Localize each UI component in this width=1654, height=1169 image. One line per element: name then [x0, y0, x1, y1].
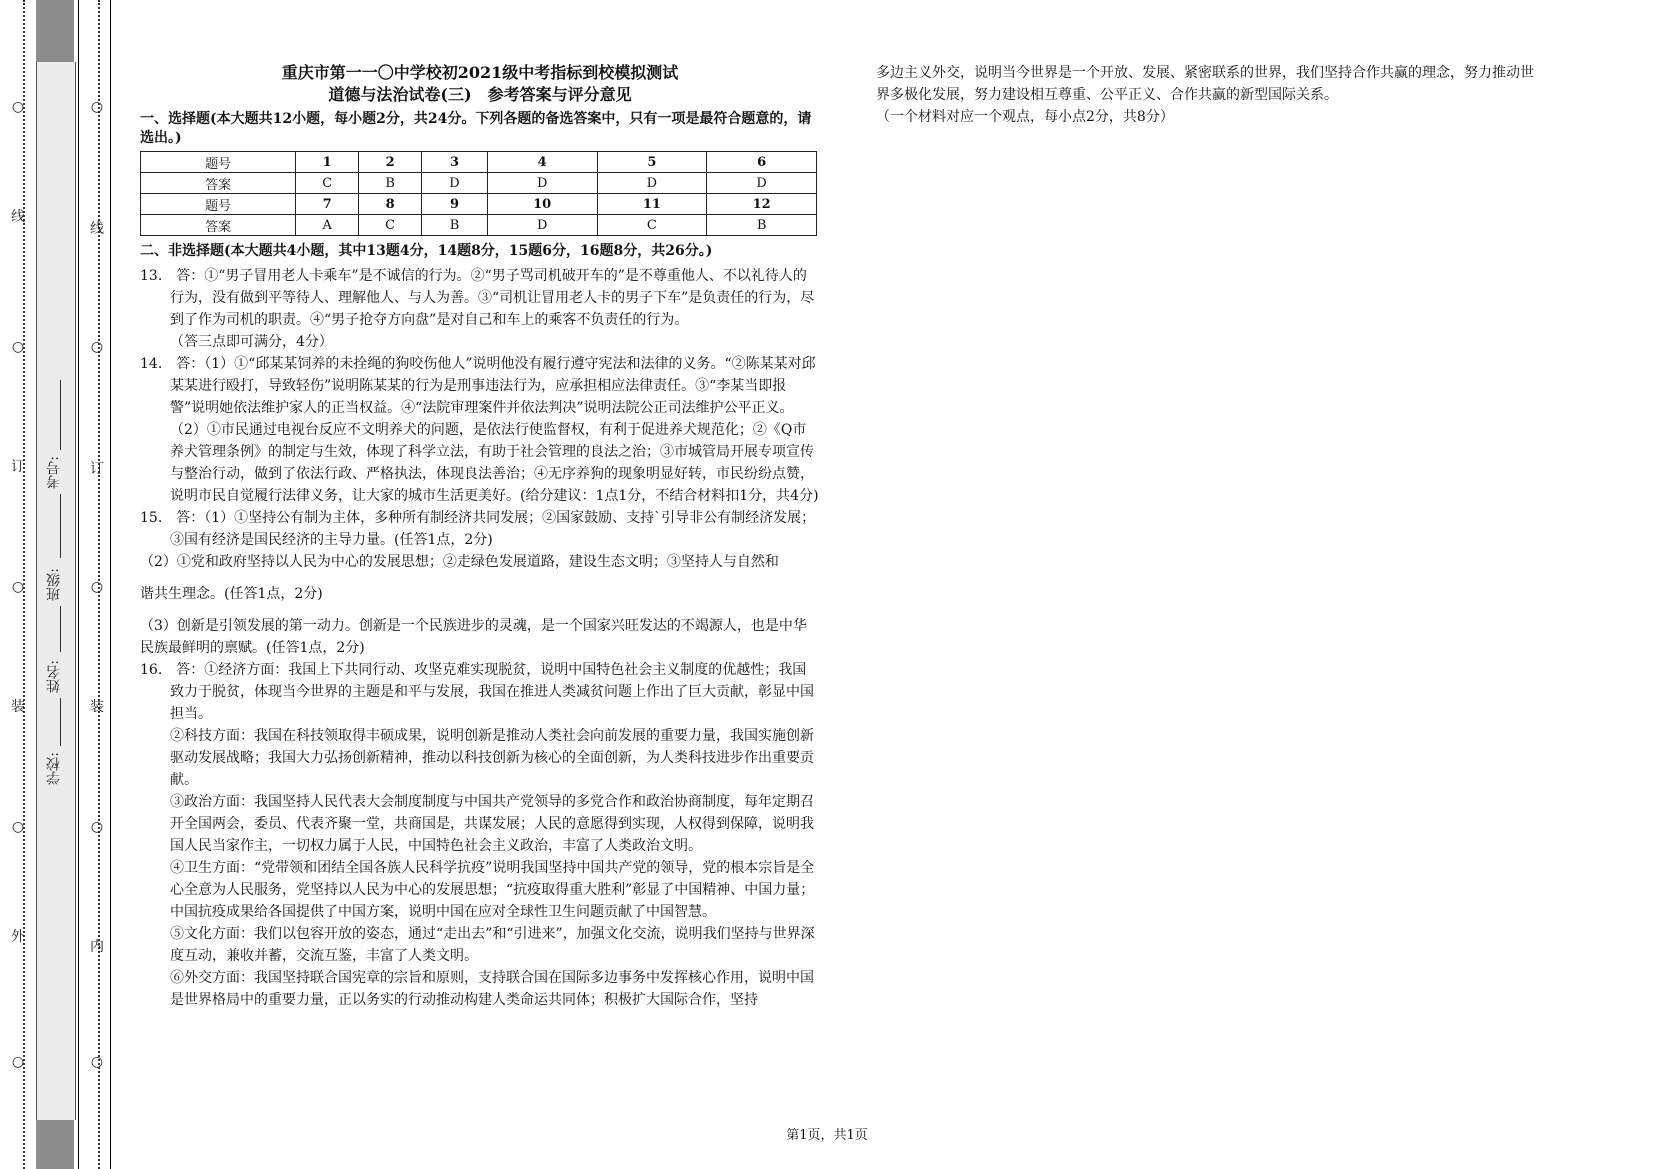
section1-heading: 一、选择题(本大题共12小题，每小题2分，共24分。下列各题的备选答案中，只有一项是最符合题意的，请选出。) [140, 111, 812, 146]
binding-circle: ○ [90, 1054, 104, 1070]
exam-number-label: 考号: [46, 456, 62, 489]
binding-char-ding: 订 [11, 459, 25, 475]
name-field[interactable] [46, 660, 66, 693]
q15-part2-cont: 谐共生理念。(任答1点，2分) [140, 586, 323, 602]
table-row [141, 152, 817, 173]
question-number: 7 [296, 194, 359, 215]
q16-score: （一个材料对应一个观点，每小点2分，共8分） [876, 109, 1174, 125]
question-number: 1 [296, 152, 359, 173]
answer-cell: D [707, 173, 817, 194]
class-label: 班级: [46, 568, 62, 601]
row-label: 答案 [141, 215, 296, 236]
binding-circle: ○ [11, 99, 25, 115]
binding-circle: ○ [90, 99, 104, 115]
answer-cell: D [487, 173, 597, 194]
class-underline [60, 494, 61, 558]
right-column [876, 62, 1536, 128]
exam-number-underline [60, 380, 61, 450]
answer-cell: D [597, 173, 707, 194]
left-column [140, 62, 820, 1011]
question-number: 6 [707, 152, 817, 173]
school-label: 学校: [46, 752, 62, 785]
inner-solid-line [78, 0, 79, 1169]
outer-binding-strip [7, 0, 29, 1169]
table-row [141, 194, 817, 215]
answer-cell: C [597, 215, 707, 236]
binding-circle: ○ [11, 1054, 25, 1070]
answer-cell: C [296, 173, 359, 194]
binding-circle: ○ [90, 339, 104, 355]
answer-cell: B [422, 215, 488, 236]
school-field[interactable] [46, 752, 66, 785]
answer-cell: B [707, 215, 817, 236]
section2-heading: 二、非选择题(本大题共4小题，其中13题4分，14题8分，15题6分，16题8分，共26分。) [140, 243, 713, 259]
inner-binding-strip [86, 0, 108, 1169]
binding-char-wai: 外 [11, 929, 25, 945]
name-label: 姓名: [46, 660, 62, 693]
answer-cell: B [359, 173, 422, 194]
table-row [141, 215, 817, 236]
question-number: 11 [597, 194, 707, 215]
q14-part2: （2）①市民通过电视台反应不文明养犬的问题，是依法行使监督权，有利于促进养犬规范化；②《Q市养犬管理条例》的制定与生效，体现了科学立法，有助于社会管理的良法之治；③市城管局开展专项宣传与整治行动，做到了依法行政、严格执法，体现良法善治；④无序养狗的现象明显好转，市民纷纷点赞，说明市民自觉履行法律义务，让大家的城市生活更美好。(给分建议：1点1分，不结合材料扣1分，共4分) [170, 422, 819, 504]
exam-number-field[interactable] [46, 456, 66, 489]
q15-part3: （3）创新是引领发展的第一动力。创新是一个民族进步的灵魂，是一个国家兴旺发达的不竭源人，也是中华民族最鲜明的禀赋。(任答1点，2分) [140, 618, 807, 656]
page-subtitle: 道德与法治试卷(三) 参考答案与评分意见 [328, 85, 632, 104]
name-underline [60, 606, 61, 652]
question-number: 3 [422, 152, 488, 173]
question-number: 2 [359, 152, 422, 173]
answer-cell: A [296, 215, 359, 236]
q16-diplomacy: ⑥外交方面：我国坚持联合国宪章的宗旨和原则，支持联合国在国际多边事务中发挥核心作用，说明中国是世界格局中的重要力量，正以务实的行动推动构建人类命运共同体；积极扩大国际合作，坚持 [170, 970, 814, 1008]
answer-cell: D [422, 173, 488, 194]
inner-edge-line [110, 0, 111, 1169]
question-number: 10 [487, 194, 597, 215]
table-row [141, 173, 817, 194]
q15-part1: 15. 答：（1）①坚持公有制为主体，多种所有制经济共同发展；②国家鼓励、支持`引导非公有制经济发展；③国有经济是国民经济的主导力量。(任答1点，2分) [140, 510, 816, 548]
q16-technology: ②科技方面：我国在科技领取得丰硕成果，说明创新是推动人类社会向前发展的重要力量，我国实施创新驱动发展战略；我国大力弘扬创新精神，推动以科技创新为核心的全面创新，为人类科技进步作出重要贡献。 [170, 728, 814, 788]
school-underline [60, 698, 61, 746]
binding-circle: ○ [90, 819, 104, 835]
page-title: 重庆市第一一〇中学校初2021级中考指标到校模拟测试 [281, 63, 679, 82]
row-label: 题号 [141, 194, 296, 215]
binding-circle: ○ [11, 579, 25, 595]
binding-char-zhuang: 装 [90, 699, 104, 715]
question-number: 9 [422, 194, 488, 215]
question-number: 12 [707, 194, 817, 215]
binding-band-top [36, 0, 74, 62]
binding-circle: ○ [90, 579, 104, 595]
binding-circle: ○ [11, 819, 25, 835]
row-label: 答案 [141, 173, 296, 194]
q16-politics: ③政治方面：我国坚持人民代表大会制度制度与中国共产党领导的多党合作和政治协商制度，每年定期召开全国两会，委员、代表齐聚一堂，共商国是，共谋发展；人民的意愿得到实现，人权得到保障，说明我国人民当家作主，一切权力属于人民，中国特色社会主义政治，丰富了人类政治文明。 [170, 794, 814, 854]
answer-table [140, 151, 817, 236]
binding-char-ding: 订 [90, 461, 104, 477]
q13-score: （答三点即可满分，4分） [170, 334, 333, 350]
class-field[interactable] [46, 568, 66, 601]
binding-char-nei: 内 [90, 939, 104, 955]
binding-char-zhuang: 装 [11, 699, 25, 715]
q16-economy: 16. 答：①经济方面：我国上下共同行动、攻坚克难实现脱贫，说明中国特色社会主义制度的优越性；我国致力于脱贫，体现当今世界的主题是和平与发展，我国在推进人类减贫问题上作出了巨大贡献，彰显中国担当。 [140, 662, 814, 722]
question-number: 4 [487, 152, 597, 173]
binding-circle: ○ [11, 339, 25, 355]
binding-char-xian: 线 [11, 209, 25, 225]
q16-health: ④卫生方面：“党带领和团结全国各族人民科学抗疫”说明我国坚持中国共产党的领导，党的根本宗旨是全心全意为人民服务，党坚持以人民为中心的发展思想；“抗疫取得重大胜利”彰显了中国精神、中国力量；中国抗疫成果给各国提供了中国方案，说明中国在应对全球性卫生问题贡献了中国智慧。 [170, 860, 815, 920]
binding-char-xian: 线 [90, 221, 104, 237]
question-number: 5 [597, 152, 707, 173]
q16-culture: ⑤文化方面：我们以包容开放的姿态，通过“走出去”和“引进来”，加强文化交流，说明我们坚持与世界深度互动，兼收并蓄，交流互鉴，丰富了人类文明。 [170, 926, 815, 964]
page-footer: 第1页，共1页 [786, 1128, 868, 1143]
answer-cell: C [359, 215, 422, 236]
answer-cell: D [487, 215, 597, 236]
q13-answer: 13. 答：①“男子冒用老人卡乘车”是不诚信的行为。②“男子骂司机破开车的”是不尊重他人、不以礼待人的行为，没有做到平等待人、理解他人、与人为善。③“司机让冒用老人卡的男子下车”是负责任的行为，尽到了作为司机的职责。④“男子抢夺方向盘”是对自己和车上的乘客不负责任的行为。 [140, 268, 815, 328]
question-number: 8 [359, 194, 422, 215]
q15-part2: （2）①党和政府坚持以人民为中心的发展思想；②走绿色发展道路，建设生态文明；③坚持人与自然和 [140, 554, 779, 570]
q16-diplomacy-cont: 多边主义外交，说明当今世界是一个开放、发展、紧密联系的世界，我们坚持合作共赢的理念，努力推动世界多极化发展，努力建设相互尊重、公平正义、合作共赢的新型国际关系。 [876, 65, 1534, 103]
q14-part1: 14. 答：（1）①“邱某某饲养的未拴绳的狗咬伤他人”说明他没有履行遵守宪法和法律的义务。“②陈某某对邱某某进行殴打，导致轻伤”说明陈某某的行为是刑事违法行为，应承担相应法律责任。③“李某当即报警”说明她依法维护家人的正当权益。④“法院审理案件并依法判决”说明法院公正司法维护公平正义。 [140, 356, 816, 416]
row-label: 题号 [141, 152, 296, 173]
